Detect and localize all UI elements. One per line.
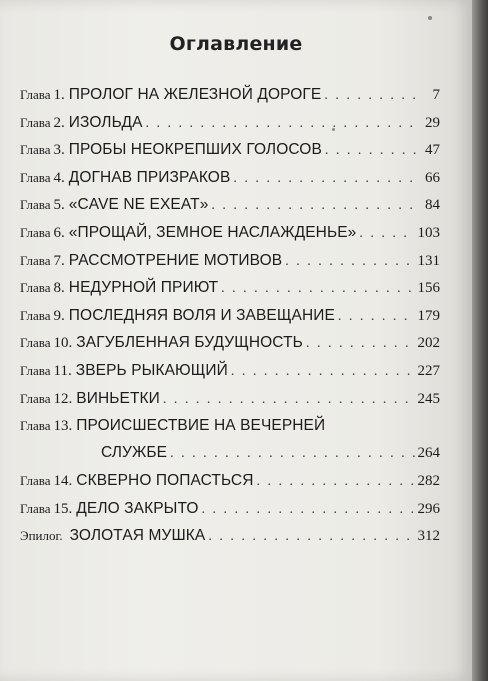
toc-entry bbox=[20, 169, 440, 197]
entry-label: Глава bbox=[20, 197, 51, 213]
dot-leader bbox=[306, 336, 415, 352]
dot-leader bbox=[233, 171, 417, 187]
toc-entry bbox=[20, 114, 440, 142]
entry-label: Глава bbox=[20, 335, 51, 351]
toc-entry bbox=[20, 224, 440, 252]
entry-number: 12. bbox=[53, 390, 73, 407]
toc-entry bbox=[20, 196, 440, 224]
entry-page: 103 bbox=[417, 224, 440, 241]
entry-page: 156 bbox=[417, 280, 440, 297]
entry-page: 7 bbox=[432, 87, 440, 103]
entry-label: Глава bbox=[20, 224, 51, 240]
entry-number: 1. bbox=[53, 87, 65, 103]
entry-title: ПРОБЫ НЕОКРЕПШИХ ГОЛОСОВ bbox=[68, 141, 322, 159]
entry-title: ЗОЛОТАЯ МУШКА bbox=[69, 527, 206, 545]
entry-label: Глава bbox=[20, 142, 51, 158]
dot-leader bbox=[285, 254, 414, 270]
entry-title: ПРОИСШЕСТВИЕ НА ВЕЧЕРНЕЙ bbox=[76, 417, 326, 435]
dot-leader bbox=[211, 198, 417, 214]
entry-label: Эпилог. bbox=[20, 528, 63, 544]
entry-page: 66 bbox=[425, 169, 440, 186]
toc-entry bbox=[20, 252, 440, 280]
entry-number: 14. bbox=[53, 473, 73, 490]
toc-entry bbox=[20, 527, 440, 555]
entry-page: 296 bbox=[417, 500, 440, 517]
entry-number: 11. bbox=[53, 362, 72, 379]
dot-leader bbox=[257, 474, 415, 490]
toc-entry bbox=[20, 141, 440, 169]
toc-entry bbox=[20, 472, 440, 500]
entry-number: 4. bbox=[53, 169, 65, 186]
entry-title: НЕДУРНОЙ ПРИЮТ bbox=[68, 279, 219, 297]
entry-title: ЗВЕРЬ РЫКАЮЩИЙ bbox=[75, 361, 228, 379]
dot-leader bbox=[170, 446, 414, 462]
entry-label: Глава bbox=[20, 114, 51, 130]
entry-page: 29 bbox=[425, 114, 440, 131]
dot-leader bbox=[163, 392, 415, 408]
entry-page: 312 bbox=[417, 528, 440, 545]
entry-label: Глава bbox=[20, 500, 51, 516]
entry-label: Глава bbox=[20, 390, 51, 406]
entry-number: 15. bbox=[53, 500, 73, 517]
table-of-contents bbox=[20, 86, 440, 555]
entry-number: 8. bbox=[53, 280, 65, 297]
entry-title-continued: СЛУЖБЕ bbox=[101, 444, 168, 462]
toc-entry bbox=[20, 86, 440, 114]
entry-page: 245 bbox=[417, 390, 440, 407]
entry-page: 202 bbox=[417, 335, 440, 352]
dot-leader bbox=[231, 364, 415, 380]
toc-entry bbox=[20, 362, 440, 390]
entry-number: 10. bbox=[53, 335, 73, 352]
entry-page: 179 bbox=[417, 307, 440, 324]
dot-leader bbox=[325, 143, 417, 159]
toc-entry bbox=[20, 334, 440, 362]
entry-title: ДОГНАВ ПРИЗРАКОВ bbox=[68, 168, 231, 186]
entry-title: «ПРОЩАЙ, ЗЕМНОЕ НАСЛАЖДЕНЬЕ» bbox=[68, 223, 357, 241]
dot-leader bbox=[221, 281, 414, 297]
dot-leader bbox=[146, 116, 417, 132]
entry-label: Глава bbox=[20, 418, 51, 434]
entry-title: «CAVE NE EXEAT» bbox=[68, 196, 209, 214]
entry-page: 264 bbox=[417, 445, 440, 462]
dot-leader bbox=[359, 226, 414, 242]
entry-number: 5. bbox=[53, 197, 65, 214]
entry-page: 47 bbox=[425, 142, 440, 159]
entry-title: ВИНЬЕТКИ bbox=[76, 389, 160, 407]
entry-label: Глава bbox=[20, 280, 51, 296]
entry-page: 282 bbox=[417, 473, 440, 490]
dot-leader bbox=[208, 529, 414, 545]
entry-title: СКВЕРНО ПОПАСТЬСЯ bbox=[76, 472, 254, 490]
entry-number: 13. bbox=[53, 418, 73, 435]
page-edge bbox=[472, 0, 488, 681]
entry-page: 84 bbox=[425, 197, 440, 214]
dot-leader bbox=[338, 309, 415, 325]
entry-page: 227 bbox=[417, 362, 440, 379]
entry-label: Глава bbox=[20, 87, 51, 102]
toc-entry bbox=[20, 417, 440, 472]
entry-title: ПОСЛЕДНЯЯ ВОЛЯ И ЗАВЕЩАНИЕ bbox=[68, 306, 335, 324]
entry-number: 3. bbox=[53, 142, 65, 159]
entry-label: Глава bbox=[20, 473, 51, 489]
toc-entry bbox=[20, 307, 440, 335]
toc-entry bbox=[20, 279, 440, 307]
entry-title: ИЗОЛЬДА bbox=[68, 113, 143, 131]
entry-label: Глава bbox=[20, 307, 51, 323]
toc-entry bbox=[20, 500, 440, 528]
entry-number: 9. bbox=[53, 307, 65, 324]
page-title: Оглавление bbox=[169, 33, 303, 55]
entry-label: Глава bbox=[20, 169, 51, 185]
entry-title: ДЕЛО ЗАКРЫТО bbox=[76, 499, 199, 517]
entry-title: РАССМОТРЕНИЕ МОТИВОВ bbox=[68, 251, 283, 269]
paper-speck bbox=[428, 16, 432, 20]
entry-title: ЗАГУБЛЕННАЯ БУДУЩНОСТЬ bbox=[76, 334, 303, 352]
dot-leader bbox=[202, 502, 415, 518]
entry-number: 2. bbox=[53, 114, 65, 131]
dot-leader bbox=[324, 88, 417, 104]
entry-label: Глава bbox=[20, 362, 51, 378]
toc-entry bbox=[20, 390, 440, 418]
entry-page: 131 bbox=[417, 252, 440, 269]
entry-label: Глава bbox=[20, 252, 51, 268]
entry-title: ПРОЛОГ НА ЖЕЛЕЗНОЙ ДОРОГЕ bbox=[68, 86, 322, 103]
entry-number: 6. bbox=[53, 224, 65, 241]
entry-number: 7. bbox=[53, 252, 65, 269]
